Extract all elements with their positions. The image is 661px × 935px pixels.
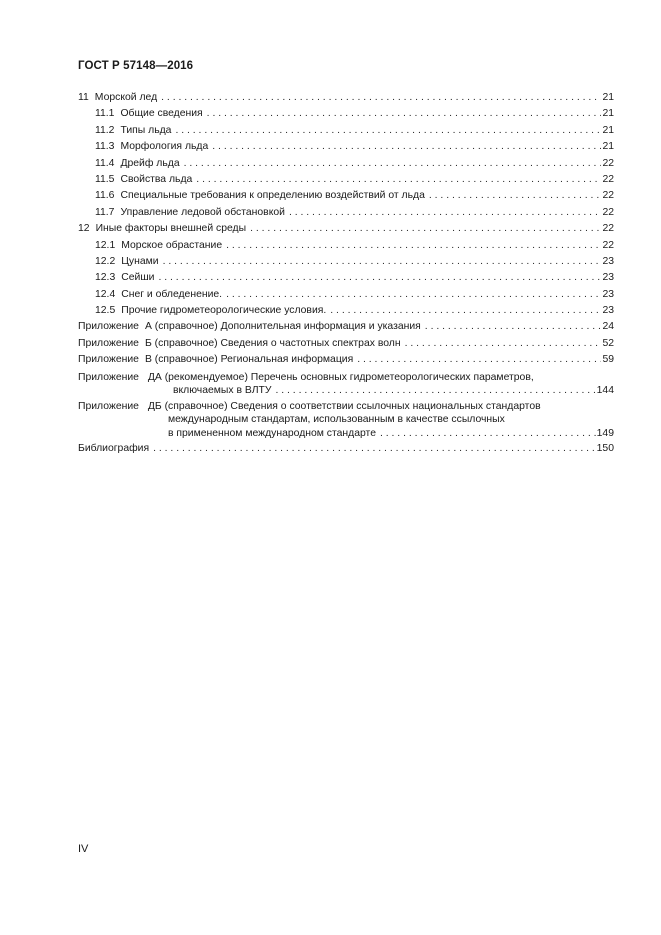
toc-entry [78, 238, 614, 254]
toc-entry-number: 11.2 [95, 124, 115, 136]
toc-entry-number: 12.1 [95, 239, 116, 251]
toc-entry-number: 12.2 [95, 255, 116, 267]
toc-entry-page: 149 [596, 427, 614, 439]
toc-entry-bibliography [78, 441, 614, 457]
toc-entry-title: Библиография [78, 443, 150, 455]
leader-dots [330, 303, 601, 319]
toc-entry-number: 11.1 [95, 108, 115, 120]
toc-entry [78, 221, 614, 237]
leader-dots [357, 352, 601, 368]
toc-entry [78, 90, 614, 106]
leader-dots [153, 441, 596, 457]
toc-entry-page: 22 [602, 173, 614, 185]
toc-entry-number: 11 [78, 92, 89, 103]
toc-entry [78, 205, 614, 221]
toc-entry-appendix-da [78, 371, 614, 398]
leader-dots [175, 123, 601, 139]
toc-entry [78, 303, 614, 319]
toc-entry-title-continued: включаемых в ВЛТУ [173, 385, 272, 397]
toc-entry-page: 21 [602, 92, 614, 103]
toc-entry-number: Приложение [78, 354, 139, 366]
toc-entry-page: 144 [596, 385, 614, 397]
toc-entry-number: 11.6 [95, 190, 115, 202]
toc-entry-title: Цунами [121, 255, 159, 267]
leader-dots [158, 270, 601, 286]
toc-entry [78, 352, 614, 368]
leader-dots [275, 384, 595, 398]
leader-dots [163, 254, 602, 270]
toc-entry-page: 24 [602, 321, 614, 333]
toc-entry-page: 22 [602, 206, 614, 218]
toc-entry-title: Б (справочное) Сведения о частотных спектрах волн [144, 337, 401, 349]
toc-entry-title: Морское обрастание [121, 239, 223, 251]
toc-entry-line [78, 400, 614, 414]
toc-entry-page: 22 [602, 190, 614, 202]
leader-dots [196, 172, 601, 188]
toc-entry-line [78, 371, 614, 385]
toc-entry-title-continued: в примененном международном стандарте [168, 427, 376, 439]
toc-entry-number: Приложение [78, 400, 139, 412]
toc-entry-number: 12.4 [95, 288, 116, 300]
toc-entry [78, 270, 614, 286]
toc-entry-number: 12 [78, 223, 90, 235]
toc-entry-title: Специальные требования к определению воздействий от льда [120, 190, 425, 202]
toc-entry-number: Приложение [78, 321, 139, 333]
toc-entry-line [78, 427, 614, 441]
toc-entry-number: 11.4 [95, 157, 115, 169]
leader-dots [429, 188, 602, 204]
toc-entry-number: 11.5 [95, 173, 115, 185]
leader-dots [226, 287, 601, 303]
toc-entry-number: 11.3 [95, 141, 115, 153]
toc-entry-page: 23 [602, 305, 614, 317]
toc-entry-number: 12.3 [95, 272, 116, 284]
leader-dots [161, 90, 601, 106]
toc-entry-page: 22 [602, 239, 614, 251]
toc-entry-title: Общие сведения [120, 108, 203, 120]
toc-entry [78, 287, 614, 303]
toc-entry-title-continued: международным стандартам, использованным в качестве ссылочных [168, 414, 505, 426]
document-code: ГОСТ Р 57148—2016 [78, 60, 194, 72]
leader-dots [425, 319, 602, 335]
toc-entry-title: Морфология льда [120, 141, 209, 153]
toc-entry-number: 12.5 [95, 305, 116, 317]
toc-entry-page: 52 [602, 337, 614, 349]
toc-entry-title: В (справочное) Региональная информация [144, 354, 354, 366]
leader-dots [405, 336, 602, 352]
toc-entry-title: А (справочное) Дополнительная информация и указания [144, 321, 421, 333]
toc-entry [78, 139, 614, 155]
toc-entry-number: Приложение [78, 371, 139, 383]
leader-dots [207, 106, 602, 122]
toc-entry-page: 23 [602, 288, 614, 300]
toc-entry-line [78, 413, 614, 427]
toc-entry [78, 123, 614, 139]
toc-entry [78, 254, 614, 270]
toc-entry-page: 21 [602, 141, 614, 153]
toc-entry-line [78, 384, 614, 398]
toc-entry-title: Иные факторы внешней среды [95, 223, 247, 235]
toc-entry-title: Свойства льда [120, 173, 193, 185]
leader-dots [380, 427, 596, 441]
toc-entry-number: Приложение [78, 337, 139, 349]
leader-dots [250, 221, 601, 237]
toc-entry-page: 150 [596, 443, 614, 455]
toc-entry-title: ДБ (справочное) Сведения о соответствии ссылочных национальных стандартов [147, 400, 541, 412]
toc-entry [78, 172, 614, 188]
table-of-contents [78, 90, 614, 458]
toc-entry-title: Сейши [121, 272, 155, 284]
leader-dots [184, 156, 602, 172]
toc-entry [78, 336, 614, 352]
toc-entry-number: 11.7 [95, 206, 115, 218]
toc-entry-page: 23 [602, 272, 614, 284]
toc-entry [78, 188, 614, 204]
toc-entry-page: 22 [602, 223, 614, 235]
toc-entry-page: 21 [602, 108, 614, 120]
leader-dots [212, 139, 601, 155]
leader-dots [226, 238, 601, 254]
toc-entry-title: ДА (рекомендуемое) Перечень основных гидрометеорологических параметров, [147, 371, 534, 383]
toc-entry-page: 23 [602, 255, 614, 267]
toc-entry-title: Прочие гидрометеорологические условия. [121, 305, 327, 317]
toc-entry [78, 106, 614, 122]
toc-entry-page: 59 [602, 354, 614, 366]
toc-entry-appendix-db [78, 400, 614, 441]
toc-entry-title: Управление ледовой обстановкой [120, 206, 285, 218]
toc-entry-title: Дрейф льда [120, 157, 180, 169]
toc-entry-title: Морской лед [94, 92, 158, 103]
toc-entry-page: 21 [602, 124, 614, 136]
page-number: IV [78, 843, 89, 855]
toc-entry [78, 156, 614, 172]
toc-entry-title: Типы льда [120, 124, 172, 136]
toc-entry [78, 319, 614, 335]
toc-entry-title: Снег и обледенение. [121, 288, 223, 300]
toc-entry-page: 22 [602, 157, 614, 169]
leader-dots [289, 205, 601, 221]
